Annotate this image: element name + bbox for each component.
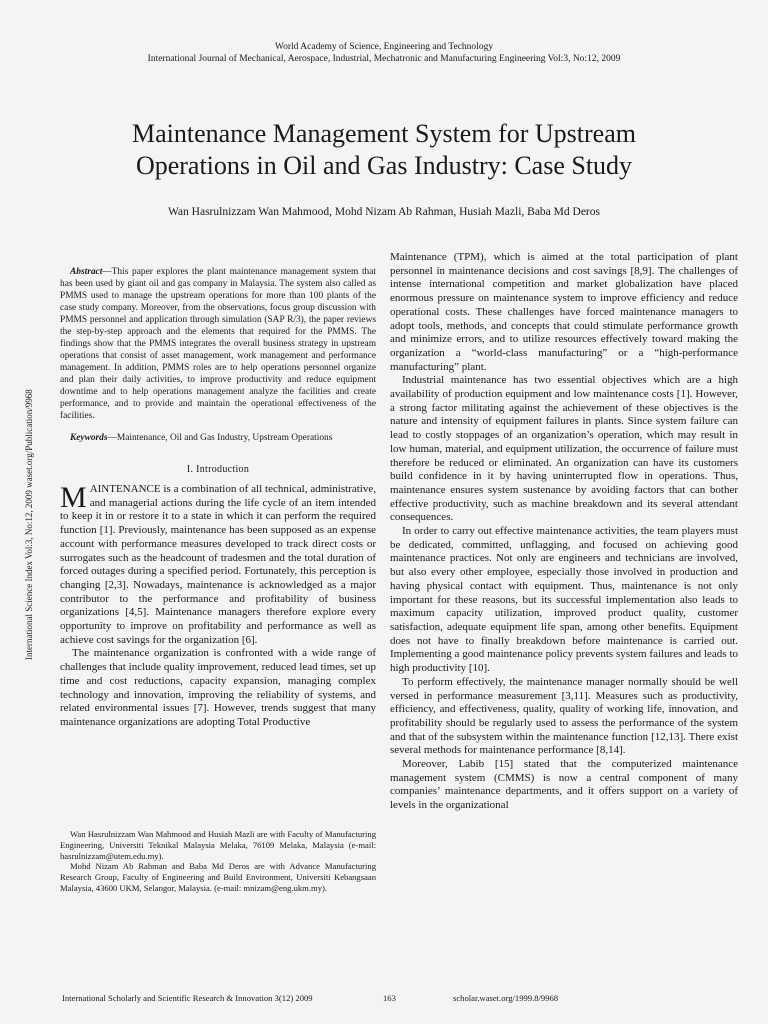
right-paragraph-2: Industrial maintenance has two essential objectives which are a high availability of production equipment and low maintenance costs [1]. However, a strong factor militating against the achievement of these objectives is the nature and intensity of equipment failures in plants. Since system failure can lead to costly stoppages of an organization’s operation, which may result in low human, material, and equipment utilization, the occurrence of failure must therefore be reduced or eliminated. An organization can have its customers build confidence in it by having uninterrupted flow in operations. Thus, maintenance ensures system sustenance by avoiding factors that can bother effective productivity, such as machine breakdown and its several attendant consequences.	[390, 374, 738, 524]
footer-publisher: International Scholarly and Scientific Research & Innovation 3(12) 2009	[62, 993, 313, 1003]
abstract	[60, 266, 376, 422]
abstract-text: —This paper explores the plant maintenance management system that has been used by giant oil and gas company in Malaysia. The system also called as PMMS used to manage the upstream operations for more than 100 plants of the case study company. Moreover, from the observations, focus group discussion with PMMS personnel and application through simulation (SAP R/3), the paper reviews the step-by-step approach and the elements that required for the PMMS. The findings show that the PMMS integrates the overall business strategy in upstream operations that consist of asset management, work management and performance management. In addition, PMMS roles are to help operations personnel organize and plan their daily activities, to improve productivity and reduce equipment downtime and to help operations management analyze the facilities and create performance, and to provide and maintain the operational effectiveness of the facilities.	[60, 267, 376, 421]
keywords	[60, 432, 376, 444]
author-list: Wan Hasrulnizzam Wan Mahmood, Mohd Nizam Ab Rahman, Husiah Mazli, Baba Md Deros	[168, 206, 600, 218]
drop-cap: M	[60, 481, 87, 514]
right-column	[390, 251, 738, 813]
abstract-label: Abstract	[70, 267, 103, 277]
section-heading-introduction: I. Introduction	[186, 464, 250, 475]
keywords-text: —Maintenance, Oil and Gas Industry, Upstream Operations	[107, 433, 333, 443]
keywords-label: Keywords	[70, 433, 108, 443]
footnote-2: Mohd Nizam Ab Rahman and Baba Md Deros are with Advance Manufacturing Research Group, Faculty of Engineering and Build Environment, Universiti Kebangsaan Malaysia, 43600 UKM, Selangor, Malaysia. (e-mail: mnizam@eng.ukm.my).	[60, 861, 376, 893]
left-column	[60, 266, 376, 730]
intro-paragraph-1	[60, 483, 376, 647]
paper-title	[40, 118, 728, 182]
right-paragraph-4: To perform effectively, the maintenance manager normally should be well versed in performance measurement [3,11]. Measures such as productivity, efficiency, and effectiveness, quality, quality of working life, innovation, and profitability should be regularly used to assess the performance of the system and that of the subsystem within the maintenance function [12,13]. There exist several methods for maintenance performance [8,14].	[390, 675, 738, 757]
journal-header-line1: World Academy of Science, Engineering and Technology	[274, 42, 494, 52]
right-paragraph-5: Moreover, Labib [15] stated that the computerized maintenance management system (CMMS) is now a central component of many companies’ maintenance departments, and it offers support on a variety of levels in the organizational	[390, 758, 738, 812]
intro-paragraph-1-text: AINTENANCE is a combination of all technical, administrative, and managerial actions during the life cycle of an item intended to keep it in or restore it to a state in which it can perform the required function [1]. Previously, maintenance has been supposed as an expense account with performance measures developed to track direct costs or surrogates such as the headcount of tradesmen and the total duration of forced outages during a specified period. Fortunately, this perception is changing [2,3]. Nowadays, maintenance is acknowledged as a major contributor to the performance and profitability of business organizations [4,5]. Maintenance managers therefore explore every opportunity to improve on profitability and performance as well as achieve cost savings for the organization [6].	[60, 483, 376, 646]
intro-paragraph-2: The maintenance organization is confronted with a wide range of challenges that include quality improvement, reduced lead times, set up time and cost reductions, capacity expansion, managing complex technology and innovation, improving the reliability of systems, and related environmental issues [7]. However, trends suggest that many maintenance organizations are adopting Total Productive	[60, 647, 376, 728]
footer-url[interactable]: scholar.waset.org/1999.8/9968	[453, 993, 559, 1003]
footnote-1: Wan Hasrulnizzam Wan Mahmood and Husiah Mazli are with Faculty of Manufacturing Engineering, Universiti Teknikal Malaysia Melaka, 76109 Melaka, Malaysia (e-mail: hasrulnizzam@utem.edu.my).	[60, 829, 376, 861]
paper-title-line2: Operations in Oil and Gas Industry: Case Study	[135, 151, 633, 180]
right-paragraph-1: Maintenance (TPM), which is aimed at the total participation of plant personnel in maintenance decisions and cost savings [8,9]. The challenges of intense international competition and market globalization have placed enormous pressure on maintenance system to improve efficiency and reduce operational costs. These challenges have forced maintenance managers to adopt tools, methods, and concepts that could stimulate performance growth and minimize errors, and to utilize resources effectively toward making the organization a “world-class manufacturing” or a “high-performance manufacturing” plant.	[390, 251, 738, 373]
sidebar-citation: International Science Index Vol:3, No:12, 2009 waset.org/Publication/9968	[24, 389, 34, 660]
page-number: 163	[383, 993, 396, 1003]
footnotes	[60, 829, 376, 894]
journal-header-line2: International Journal of Mechanical, Aerospace, Industrial, Mechatronic and Manufacturing Engineering Vol:3, No:12, 2009	[147, 54, 621, 64]
right-paragraph-3: In order to carry out effective maintenance activities, the team players must be dedicated, committed, unflagging, and focused on achieving good maintenance practices. Not only are engineers and technicians are involved, but also every other employee, especially those involved in production and having physical contact with equipment. Thus, maintenance is not only important for these reasons, but its successful implementation also leads to maximum capacity utilization, improved product quality, customer satisfaction, adequate equipment life span, among other benefits. Equipment does not have to finally breakdown before maintenance is carried out. Implementing a good maintenance policy prevents system failures and leads to high productivity [10].	[390, 525, 738, 675]
paper-title-line1: Maintenance Management System for Upstream	[132, 119, 636, 148]
